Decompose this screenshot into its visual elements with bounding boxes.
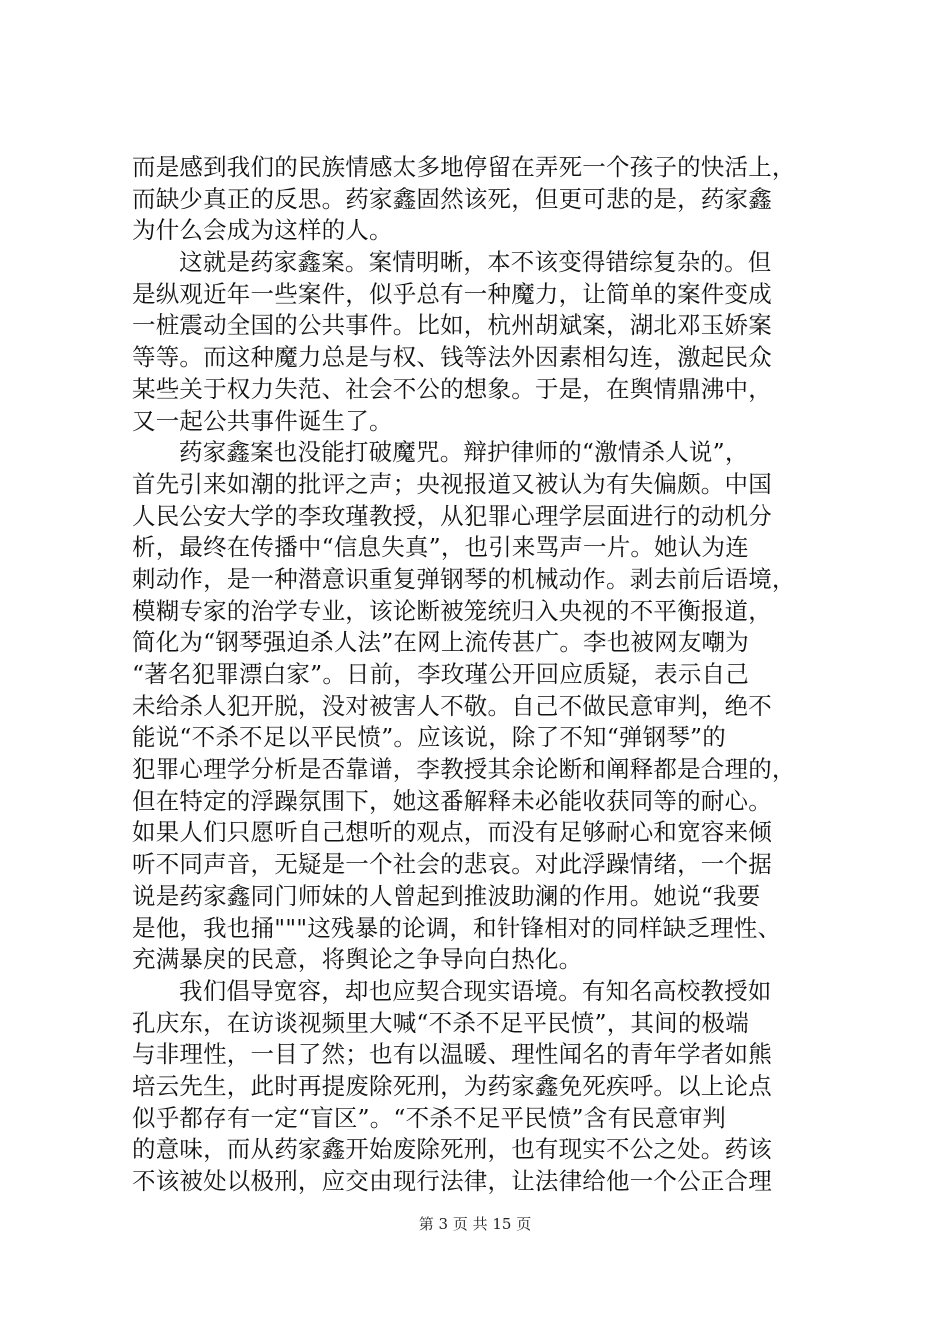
text-line: “著名犯罪漂白家”。日前，李玫瑾公开回应质疑，表示自己 (132, 660, 749, 688)
text-line: 是他，我也捅"""这残暴的论调，和针锋相对的同样缺乏理性、 (132, 913, 782, 942)
page-number: 第 3 页 共 15 页 (418, 1215, 532, 1233)
text-line: 充满暴戾的民意，将舆论之争导向白热化。 (132, 945, 583, 974)
text-line: 似乎都存有一定“盲区”。“不杀不足平民愤”含有民意审判 (132, 1103, 726, 1132)
document-body (132, 152, 832, 1198)
text-line: 我们倡导宽容，却也应契合现实语境。有知名高校教授如 (179, 976, 772, 1005)
text-line: 人民公安大学的李玫瑾教授，从犯罪心理学层面进行的动机分 (132, 501, 772, 530)
text-line: 模糊专家的治学专业，该论断被笼统归入央视的不平衡报道， (132, 596, 772, 625)
text-line: 这就是药家鑫案。案情明晰，本不该变得错综复杂的。但 (179, 248, 772, 277)
text-line: 但在特定的浮躁氛围下，她这番解释未必能收获同等的耐心。 (132, 786, 772, 815)
text-line: 说是药家鑫同门师妹的人曾起到推波助澜的作用。她说“我要 (132, 881, 761, 910)
text-line: 是纵观近年一些案件，似乎总有一种魔力，让简单的案件变成 (132, 279, 772, 308)
text-line: 等等。而这种魔力总是与权、钱等法外因素相勾连，激起民众 (132, 343, 772, 372)
text-line: 培云先生，此时再提废除死刑，为药家鑫免死疾呼。以上论点 (132, 1071, 772, 1100)
text-line: 简化为“钢琴强迫杀人法”在网上流传甚广。李也被网友嘲为 (132, 628, 749, 657)
text-line: 不该被处以极刑，应交由现行法律，让法律给他一个公正合理 (132, 1167, 772, 1195)
text-line: 犯罪心理学分析是否靠谱，李教授其余论断和阐释都是合理的， (132, 755, 796, 784)
text-line: 一桩震动全国的公共事件。比如，杭州胡斌案，湖北邓玉娇案 (132, 311, 772, 340)
text-line: 又一起公共事件诞生了。 (132, 406, 393, 435)
text-line: 而缺少真正的反思。药家鑫固然该死，但更可悲的是，药家鑫 (132, 184, 772, 213)
text-line: 能说“不杀不足以平民愤”。应该说，除了不知“弹钢琴”的 (132, 723, 726, 752)
text-line: 如果人们只愿听自己想听的观点，而没有足够耐心和宽容来倾 (132, 818, 772, 847)
text-line: 某些关于权力失范、社会不公的想象。于是，在舆情鼎沸中， (132, 374, 772, 403)
text-line: 析，最终在传播中“信息失真”，也引来骂声一片。她认为连 (132, 533, 749, 562)
text-line: 药家鑫案也没能打破魔咒。辩护律师的“激情杀人说”， (179, 438, 749, 467)
text-line: 首先引来如潮的批评之声；央视报道又被认为有失偏颇。中国 (132, 469, 772, 498)
text-line: 的意味，而从药家鑫开始废除死刑，也有现实不公之处。药该 (132, 1135, 772, 1164)
text-line: 与非理性，一目了然；也有以温暖、理性闻名的青年学者如熊 (132, 1040, 772, 1069)
text-line: 孔庆东，在访谈视频里大喊“不杀不足平民愤”，其间的极端 (132, 1008, 749, 1037)
page-footer (0, 1214, 950, 1234)
text-line: 刺动作，是一种潜意识重复弹钢琴的机械动作。剥去前后语境， (132, 564, 796, 593)
text-line: 而是感到我们的民族情感太多地停留在弄死一个孩子的快活上， (132, 153, 796, 181)
text-line: 听不同声音，无疑是一个社会的悲哀。对此浮躁情绪，一个据 (132, 850, 772, 879)
text-line: 为什么会成为这样的人。 (132, 216, 393, 245)
text-line: 未给杀人犯开脱，没对被害人不敬。自己不做民意审判，绝不 (132, 691, 772, 720)
